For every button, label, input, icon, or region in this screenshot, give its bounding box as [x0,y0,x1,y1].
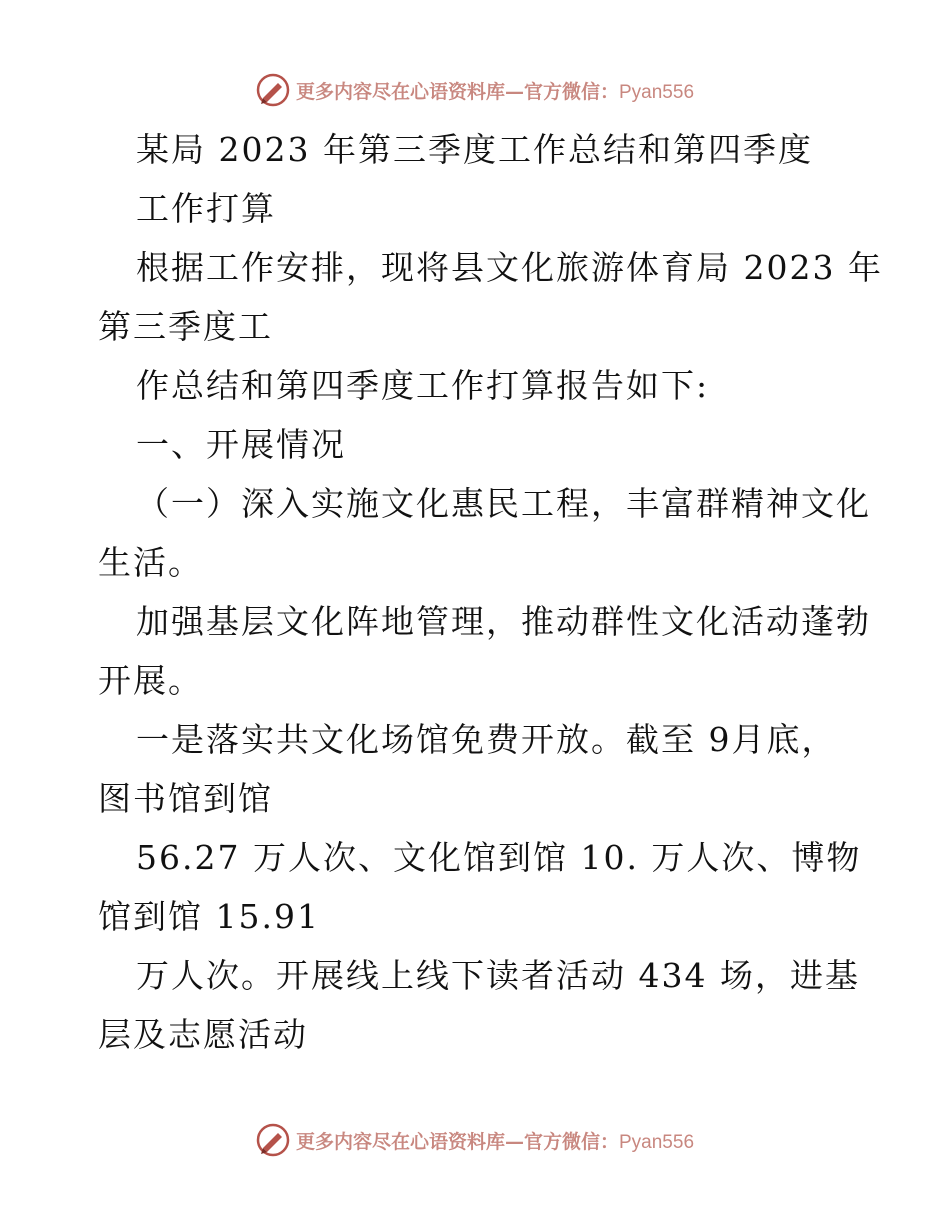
watermark-text: 更多内容尽在心语资料库—官方微信：Pyan556 [295,1130,695,1153]
document-line: 作总结和第四季度工作打算报告如下: [136,366,710,405]
document-body [98,120,883,1064]
document-line: 第三季度工 [98,307,273,346]
document-line: 一、开展情况 [136,425,346,464]
header-watermark-banner [0,70,950,110]
document-line: 万人次。开展线上线下读者活动 434 场，进基 [136,956,860,995]
document-line: 图书馆到馆 [98,779,273,818]
footer-watermark-banner [0,1120,950,1160]
document-line: 生活。 [98,543,203,582]
document-line: 馆到馆 15.91 [98,897,320,936]
pen-logo-icon [256,1123,290,1157]
document-line: 56.27 万人次、文化馆到馆 10. 万人次、博物 [136,838,862,877]
document-line: 加强基层文化阵地管理，推动群性文化活动蓬勃 [136,602,871,641]
document-line: 工作打算 [136,189,276,228]
document-line: （一）深入实施文化惠民工程，丰富群精神文化 [136,484,871,523]
document-line: 根据工作安排，现将县文化旅游体育局 2023 年 [136,248,883,287]
document-line: 一是落实共文化场馆免费开放。截至 9月底， [136,720,837,759]
document-line: 层及志愿活动 [98,1015,308,1054]
document-line: 开展。 [98,661,203,700]
watermark-text: 更多内容尽在心语资料库—官方微信：Pyan556 [295,80,695,103]
pen-logo-icon [256,73,290,107]
document-line: 某局 2023 年第三季度工作总结和第四季度 [136,130,813,169]
